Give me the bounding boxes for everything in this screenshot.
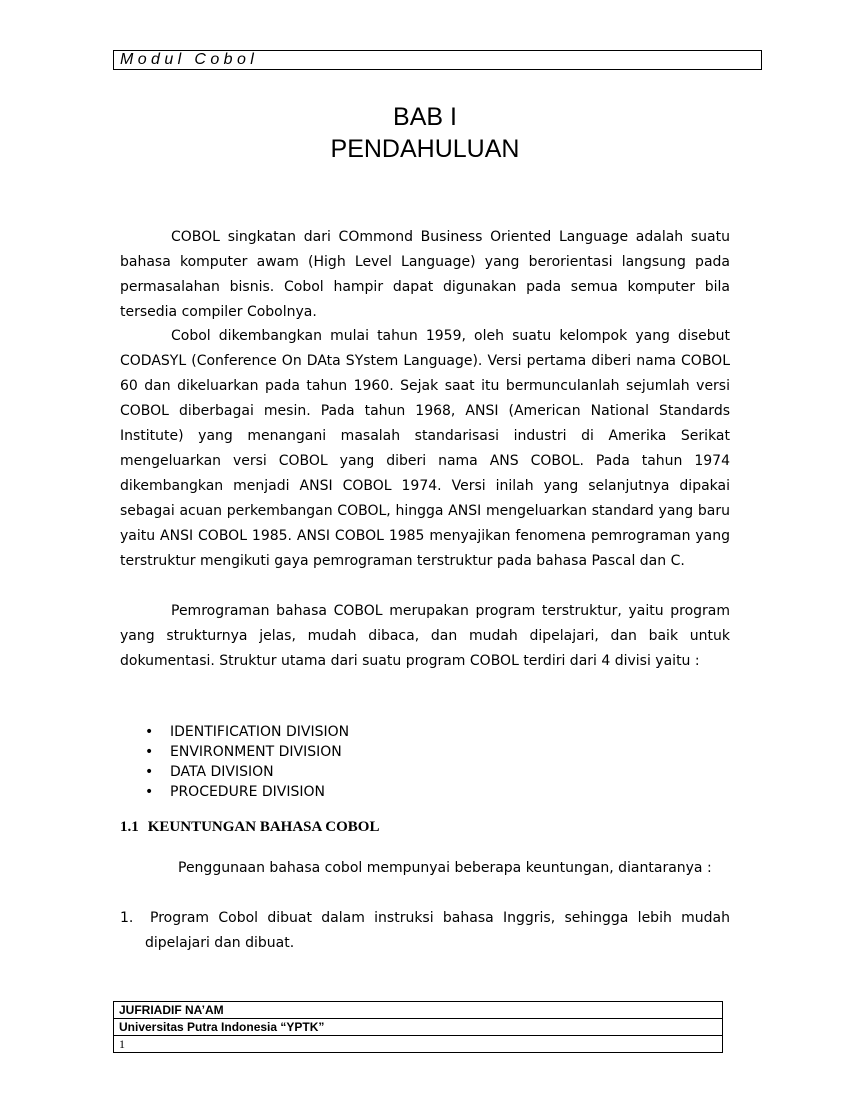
item-number: 1. bbox=[120, 910, 134, 926]
division-list bbox=[145, 722, 349, 802]
list-item bbox=[145, 722, 349, 742]
list-item-label: DATA DIVISION bbox=[170, 764, 274, 780]
list-item-label: IDENTIFICATION DIVISION bbox=[170, 724, 350, 740]
structure-paragraph: Pemrograman bahasa COBOL merupakan program terstruktur, yaitu program yang strukturnya jelas, mudah dibaca, dan mudah dipelajari, dan baik untuk dokumentasi. Struktur utama dari suatu program COBOL terdiri dari 4 divisi yaitu : bbox=[120, 603, 730, 669]
section-number: 1.1 bbox=[120, 819, 139, 835]
bullet-icon: • bbox=[145, 764, 154, 780]
header-text: Modul Cobol bbox=[120, 51, 259, 68]
list-item bbox=[145, 782, 349, 802]
item-text-line1: Program Cobol dibuat dalam instruksi bahasa Inggris, sehingga lebih mudah bbox=[150, 910, 730, 926]
bullet-icon: • bbox=[145, 744, 154, 760]
footer-institution: Universitas Putra Indonesia “YPTK” bbox=[114, 1019, 722, 1036]
history-paragraph: Cobol dikembangkan mulai tahun 1959, oleh suatu kelompok yang disebut CODASYL (Conference On DAta SYstem Language). Versi pertama diberi nama COBOL 60 dan dikeluarkan pada tahun 1960. Sejak saat itu bermunculanlah sejumlah versi COBOL diberbagai mesin. Pada tahun 1968, ANSI (American National Standards Institute) yang menangani masalah standarisasi industri di Amerika Serikat mengeluarkan versi COBOL yang diberi nama ANS COBOL. Pada tahun 1974 dikembangkan menjadi ANSI COBOL 1974. Versi inilah yang selanjutnya dipakai sebagai acuan perkembangan COBOL, hingga ANSI mengeluarkan standard yang baru yaitu ANSI COBOL 1985. ANSI COBOL 1985 menyajikan fenomena pemrograman yang terstruktur mengikuti gaya pemrograman terstruktur pada bahasa Pascal dan C. bbox=[120, 328, 730, 569]
bullet-icon: • bbox=[145, 784, 154, 800]
numbered-list bbox=[120, 906, 730, 956]
item-text-line2: dipelajari dan dibuat. bbox=[145, 935, 295, 951]
list-item bbox=[145, 742, 349, 762]
footer-table bbox=[113, 1001, 723, 1053]
advantages-intro: Penggunaan bahasa cobol mempunyai beberapa keuntungan, diantaranya : bbox=[178, 860, 712, 876]
section-title: KEUNTUNGAN BAHASA COBOL bbox=[147, 819, 380, 835]
list-item-label: PROCEDURE DIVISION bbox=[170, 784, 325, 800]
intro-paragraph: COBOL singkatan dari COmmond Business Oriented Language adalah suatu bahasa komputer awam (High Level Language) yang berorientasi langsung pada permasalahan bisnis. Cobol hampir dapat digunakan pada semua komputer bila tersedia compiler Cobolnya. bbox=[120, 229, 730, 320]
list-item-label: ENVIRONMENT DIVISION bbox=[170, 744, 342, 760]
chapter-number: BAB I bbox=[393, 103, 457, 131]
bullet-icon: • bbox=[145, 724, 154, 740]
page-number: 1 bbox=[119, 1037, 125, 1051]
chapter-title: PENDAHULUAN bbox=[330, 135, 520, 163]
list-item bbox=[145, 762, 349, 782]
section-heading bbox=[120, 817, 379, 837]
running-header bbox=[113, 50, 762, 70]
numbered-item bbox=[120, 906, 730, 956]
footer-author: JUFRIADIF NA’AM bbox=[114, 1002, 722, 1019]
